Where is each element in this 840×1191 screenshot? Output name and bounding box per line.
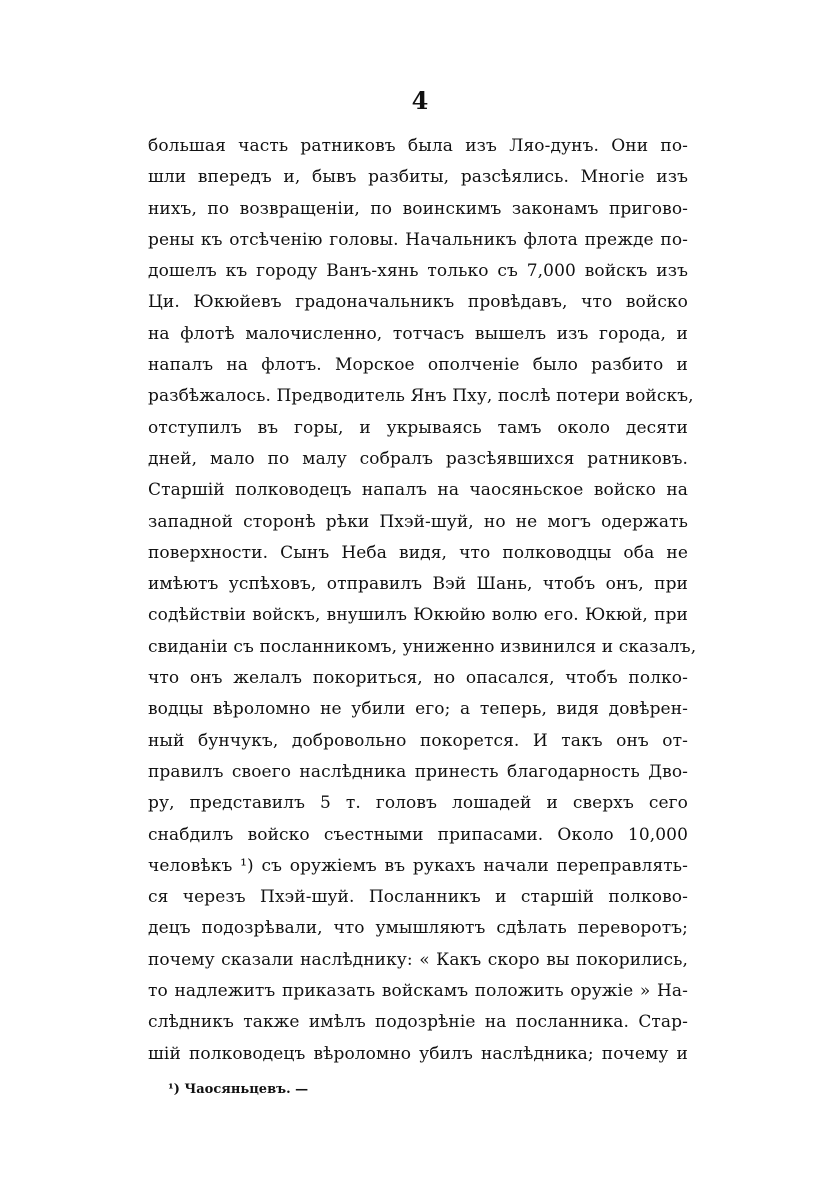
text-line: снабдилъ войско съестными припасами. Около 10,000	[148, 824, 688, 845]
text-line: что онъ желалъ покориться, но опасался, чтобъ полко-	[148, 668, 688, 689]
text-line: шій полководецъ вѣроломно убилъ наслѣдника; почему и	[148, 1043, 688, 1064]
text-line: шли впередъ и, бывъ разбиты, разсѣялись. Многіе изъ	[148, 167, 688, 188]
text-line: на флотѣ малочисленно, тотчасъ вышелъ изъ города, и	[148, 323, 688, 344]
text-line: содѣйствіи войскъ, внушилъ Юкюйю волю его. Юкюй, при	[148, 605, 688, 626]
text-line: слѣдникъ также имѣлъ подозрѣніе на посланника. Стар-	[148, 1012, 688, 1033]
text-line: Ци. Юкюйевъ градоначальникъ провѣдавъ, что войско	[148, 292, 688, 313]
footnote: ¹) Чаосяньцевъ. —	[168, 1082, 309, 1097]
text-line: ся черезъ Пхэй-шуй. Посланникъ и старшій полково-	[148, 887, 688, 908]
text-line: человѣкъ ¹) съ оружіемъ въ рукахъ начали переправлять-	[148, 855, 688, 876]
text-line: дошелъ къ городу Ванъ-хянь только съ 7,000 войскъ изъ	[148, 261, 688, 282]
text-line: напалъ на флотъ. Морское ополченіе было разбито и	[148, 355, 688, 376]
text-line: разбѣжалось. Предводитель Янъ Пху, послѣ потери войскъ,	[148, 386, 694, 407]
text-line: имѣютъ успѣховъ, отправилъ Вэй Шань, чтобъ онъ, при	[148, 574, 688, 595]
text-line: ный бунчукъ, добровольно покорется. И такъ онъ от-	[148, 730, 688, 751]
text-line: нихъ, по возвращеніи, по воинскимъ законамъ пригово-	[148, 198, 688, 219]
text-line: западной сторонѣ рѣки Пхэй-шуй, но не могъ одержать	[148, 511, 688, 532]
text-line: Старшій полководецъ напалъ на чаосяньское войско на	[148, 480, 688, 501]
text-line: водцы вѣроломно не убили его; а теперь, видя довѣрен-	[148, 699, 688, 720]
text-line: ру, представилъ 5 т. головъ лошадей и сверхъ сего	[148, 793, 688, 814]
text-line: рены къ отсѣченію головы. Начальникъ флота прежде по-	[148, 229, 688, 250]
text-line: поверхности. Сынъ Неба видя, что полководцы оба не	[148, 542, 688, 563]
text-line: свиданіи съ посланникомъ, униженно извинился и сказалъ,	[148, 636, 697, 657]
text-line: большая часть ратниковъ была изъ Ляо-дунъ. Они по-	[148, 136, 688, 156]
text-line: почему сказали наслѣднику: « Какъ скоро вы покорились,	[148, 949, 688, 970]
text-line: то надлежитъ приказать войскамъ положить оружіе » На-	[148, 981, 688, 1002]
page-number: 4	[411, 86, 429, 115]
text-line: дней, мало по малу собралъ разсѣявшихся ратниковъ.	[148, 448, 688, 469]
text-line: правилъ своего наслѣдника принесть благодарность Дво-	[148, 761, 688, 782]
body-text	[148, 131, 697, 1070]
text-line: отступилъ въ горы, и укрываясь тамъ около десяти	[148, 417, 688, 438]
text-line: децъ подозрѣвали, что умышляютъ сдѣлать переворотъ;	[148, 918, 688, 939]
